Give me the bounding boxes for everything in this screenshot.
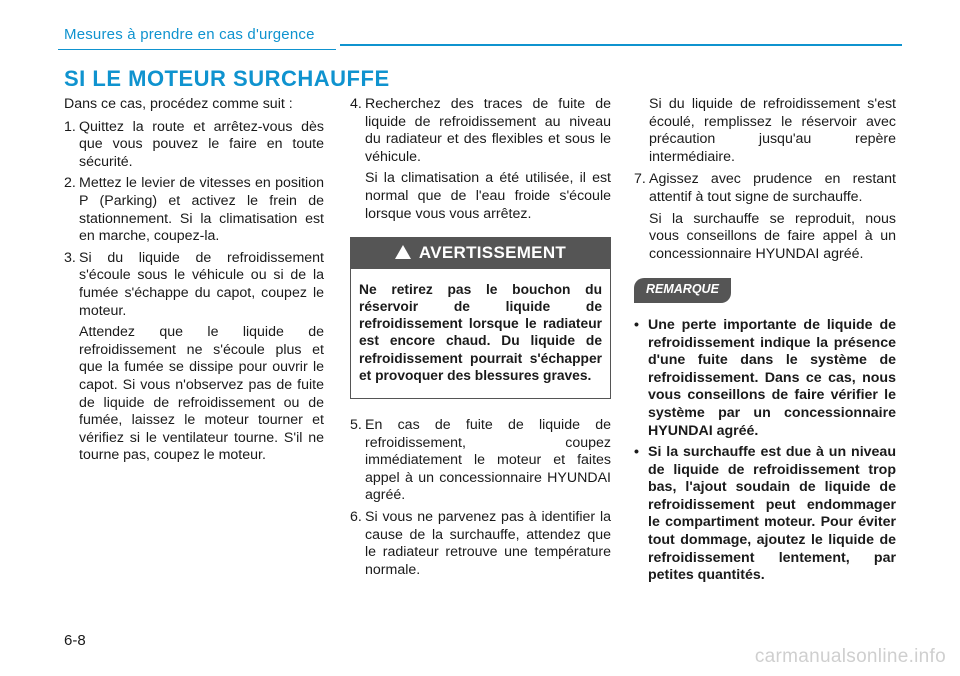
step-number: 4. xyxy=(350,96,362,112)
note-text: Si la surchauffe est due à un niveau de liquide de refroidissement trop bas, l'ajout soudain de liquide de refroidissement peut endommager le compartiment moteur. Pour éviter tout dommage, ajoutez le liquide de refroidissement lentement, par petites quantités. xyxy=(648,444,896,584)
remarque-badge: REMARQUE xyxy=(634,278,731,303)
note-text: Une perte importante de liquide de refroidissement indique la présence d'une fuite dans le système de refroidissement. Dans ce cas, nous vous conseillons de faire vérifier le système par un concessionnaire HYUNDAI agréé. xyxy=(648,316,896,439)
note-bullet-2 xyxy=(634,444,896,585)
step-text: Si du liquide de refroidissement s'écoule sous le véhicule ou si de la fumée s'échappe du capot, coupez le moteur. xyxy=(79,249,324,319)
step-7 xyxy=(634,171,896,206)
step-7-detail: Si la surchauffe se reproduit, nous vous conseillons de faire appel à un concessionnaire HYUNDAI agréé. xyxy=(649,210,896,262)
chapter-title: Mesures à prendre en cas d'urgence xyxy=(64,26,315,43)
intro-text: Dans ce cas, procédez comme suit : xyxy=(64,96,293,112)
step-number: 6. xyxy=(350,508,362,525)
step-3 xyxy=(64,250,324,320)
step-3-detail: Attendez que le liquide de refroidissement ne s'écoule plus et que la fumée se dissipe pour ouvrir le capot. Si vous n'observez pas de fuite de liquide de refroidissement ou de fumée, laissez le moteur tourner et vérifiez si le ventilateur tourne. S'il ne tourne pas, coupez le moteur. xyxy=(79,324,324,464)
step-4-detail: Si la climatisation a été utilisée, il est normal que de l'eau froide s'écoule lorsque vous vous arrêtez. xyxy=(365,170,611,222)
watermark: carmanualsonline.info xyxy=(754,646,946,667)
warning-triangle-icon xyxy=(395,245,411,259)
note-bullet-1 xyxy=(634,317,896,440)
step-text: Agissez avec prudence en restant attentif à tout signe de surchauffe. xyxy=(649,171,896,205)
bullet-icon: • xyxy=(634,444,639,461)
step-number: 3. xyxy=(64,249,76,266)
header-rule xyxy=(340,44,902,46)
step-5 xyxy=(350,417,611,505)
step-2 xyxy=(64,175,324,245)
column-3 xyxy=(634,96,896,589)
step-text: En cas de fuite de liquide de refroidissement, coupez immédiatement le moteur et faites appel à un concessionnaire HYUNDAI agréé. xyxy=(365,416,611,504)
step-6-detail: Si du liquide de refroidissement s'est écoulé, remplissez le réservoir avec précaution jusqu'au repère intermédiaire. xyxy=(649,96,896,165)
page-number: 6-8 xyxy=(64,632,86,649)
column-2 xyxy=(350,96,611,583)
step-number: 5. xyxy=(350,416,362,433)
step-text: Si vous ne parvenez pas à identifier la cause de la surchauffe, attendez que le radiateur retrouve une température normale. xyxy=(365,508,611,578)
column-1 xyxy=(64,96,324,470)
step-text: Quittez la route et arrêtez-vous dès que vous pouvez le faire en toute sécurité. xyxy=(79,118,324,170)
step-4 xyxy=(350,96,611,166)
step-number: 1. xyxy=(64,118,76,135)
step-6 xyxy=(350,509,611,579)
step-text: Mettez le levier de vitesses en position P (Parking) et activez le frein de stationnement. Si la climatisation est en marche, coupez-la. xyxy=(79,175,324,245)
bullet-icon: • xyxy=(634,316,639,333)
step-1 xyxy=(64,119,324,172)
warning-title: AVERTISSEMENT xyxy=(418,243,567,263)
step-text: Recherchez des traces de fuite de liquide de refroidissement au niveau du radiateur et des flexibles et sous le véhicule. xyxy=(365,96,611,165)
warning-header xyxy=(351,238,610,269)
header-underline xyxy=(58,49,336,50)
step-number: 7. xyxy=(634,171,646,188)
step-number: 2. xyxy=(64,175,76,192)
warning-box xyxy=(350,237,611,399)
section-title: SI LE MOTEUR SURCHAUFFE xyxy=(64,66,390,91)
warning-text: Ne retirez pas le bouchon du réservoir de liquide de refroidissement lorsque le radiateur est encore chaud. Du liquide de refroidissement pourrait s'échapper et provoquer des blessures graves. xyxy=(359,281,602,383)
